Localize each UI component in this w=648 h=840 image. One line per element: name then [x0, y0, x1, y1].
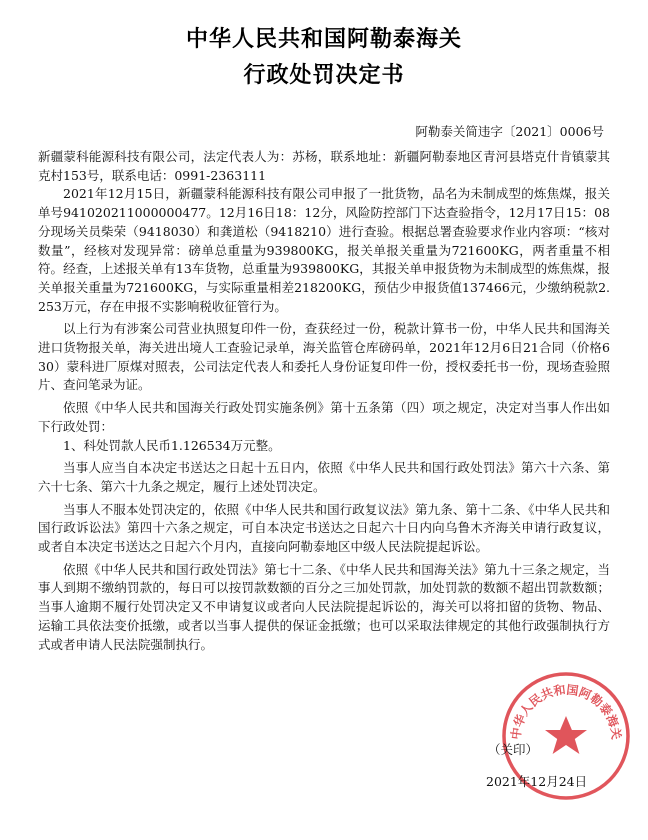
facts-paragraph: 2021年12月15日，新疆蒙科能源科技有限公司申报了一批货物，品名为未制成型的炼焦煤，报关单号941020211000000477。12月16日18：12分，风险防控部门下达查验指令，12月17日15：08分现场关员柴荣（9418030）和龚道松（9418210）进行查验。根据总署查验要求作业内容项：“核对数量”，经核对发现异常：磅单总重量为939800KG，报关单报关重量为721600KG，两者重量不相符。经查，上述报关单有13车货物，总重量为939800KG，其报关单申报货物为未制成型的炼焦煤，报关单报关重量为721600KG，与实际重量相差218200KG，预估少申报货值137466元，少缴纳税款2.253万元，存在申报不实影响税收征管行为。 — [38, 186, 610, 314]
seal-label: （关印） — [488, 742, 539, 757]
enforcement-paragraph: 依照《中华人民共和国行政处罚法》第七十二条、《中华人民共和国海关法》第九十三条之规定，当事人到期不缴纳罚款的，每日可以按罚款数额的百分之三加处罚款，加处罚款的数额不超出罚款数额；当事人逾期不履行处罚决定又不申请复议或者向人民法院提起诉讼的，海关可以将扣留的货物、物品、运输工具依法变价抵缴，或者以当事人提供的保证金抵缴；也可以采取法律规定的其他行政强制执行方式或者申请人民法院强制执行。 — [38, 561, 610, 652]
svg-text:中华人民共和国阿勒泰海关: 中华人民共和国阿勒泰海关 — [508, 682, 624, 741]
party-info-paragraph: 新疆蒙科能源科技有限公司，法定代表人为：苏杨，联系地址：新疆阿勒泰地区青河县塔克什肯镇蒙其克村153号，联系电话：0991-2363111 — [38, 149, 610, 183]
document-subtitle: 行政处罚决定书 — [243, 63, 405, 88]
document-number: 阿勒泰关简违字〔2021〕0006号 — [415, 124, 604, 139]
appeal-paragraph: 当事人不服本处罚决定的，依照《中华人民共和国行政复议法》第九条、第十二条、《中华人民共和国行政诉讼法》第四十六条之规定，可自本决定书送达之日起六十日内向乌鲁木齐海关申请行政复议，或者自本决定书送达之日起六个月内，直接向阿勒泰地区中级人民法院提起诉讼。 — [38, 501, 610, 555]
evidence-paragraph: 以上行为有涉案公司营业执照复印件一份，查获经过一份，税款计算书一份，中华人民共和国海关进口货物报关单，海关进出境人工查验记录单，海关监管仓库磅码单，2021年12月6日21合同（价格630）蒙科进厂原煤对照表，公司法定代表人和委托人身份证复印件一份，授权委托书一份，现场查验照片、查问笔录为证。 — [38, 321, 610, 393]
penalty-item: 1、科处罚款人民币1.126534万元整。 — [63, 437, 281, 453]
performance-paragraph: 当事人应当自本决定书送达之日起十五日内，依照《中华人民共和国行政处罚法》第六十六条、第六十七条、第六十九条之规定，履行上述处罚决定。 — [38, 460, 610, 494]
decision-date: 2021年12月24日 — [486, 774, 588, 789]
document-body — [38, 148, 610, 654]
document-title: 中华人民共和国阿勒泰海关 — [185, 27, 462, 52]
legal-basis-paragraph: 依照《中华人民共和国海关行政处罚实施条例》第十五条第（四）项之规定，决定对当事人作出如下行政处罚： — [38, 400, 610, 434]
